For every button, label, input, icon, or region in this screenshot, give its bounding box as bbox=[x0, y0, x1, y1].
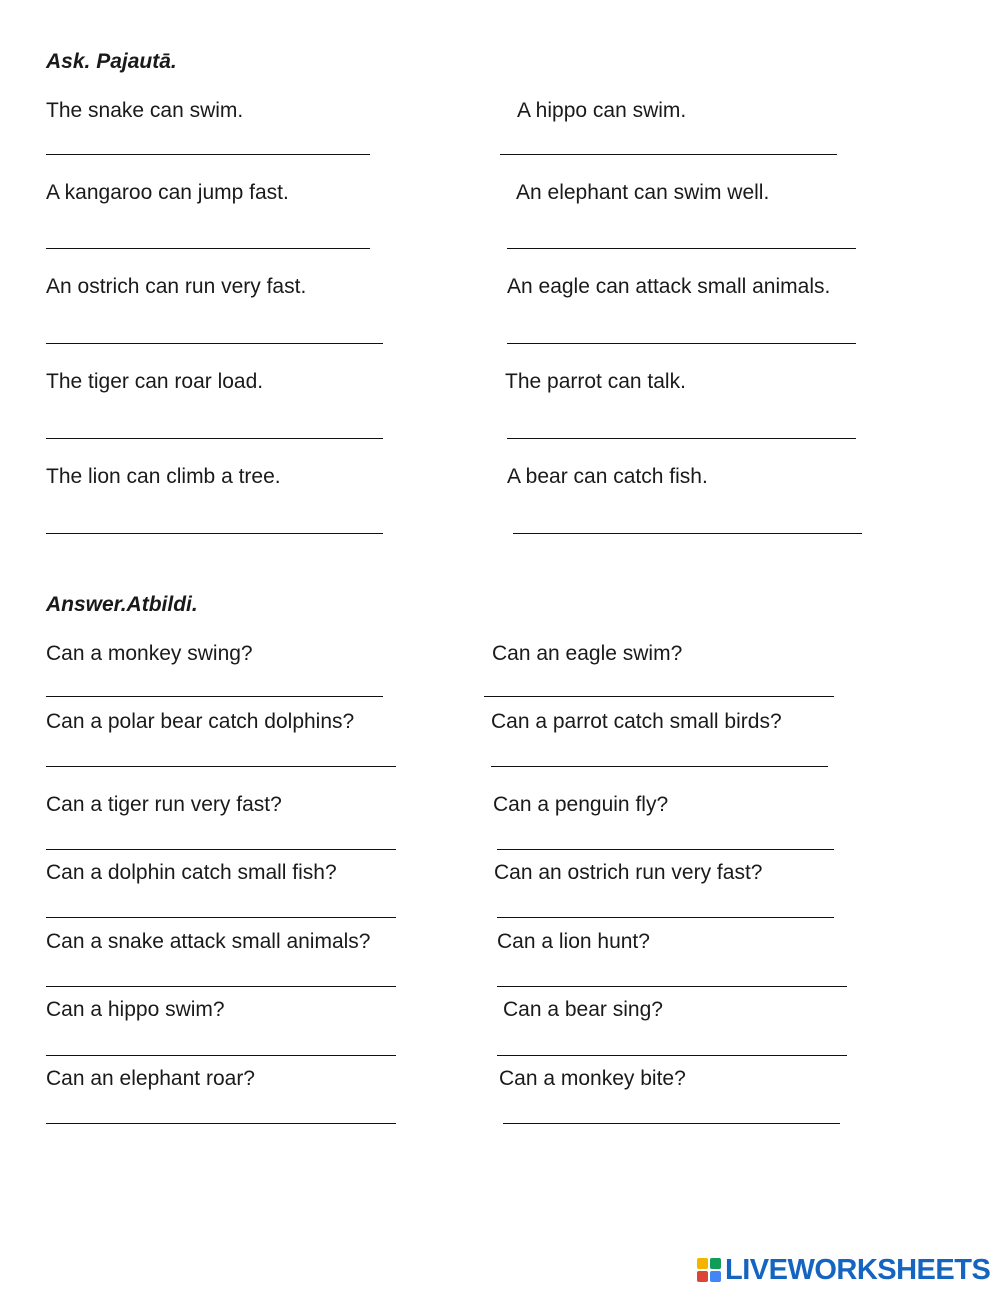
answer-line-left-6[interactable] bbox=[46, 1055, 396, 1056]
logo-square-2 bbox=[710, 1258, 721, 1269]
ask-answer-line-left-4[interactable] bbox=[46, 438, 383, 439]
logo-square-3 bbox=[697, 1271, 708, 1282]
liveworksheets-icon bbox=[697, 1258, 721, 1282]
ask-answer-line-right-5[interactable] bbox=[513, 533, 862, 534]
answer-line-right-1[interactable] bbox=[484, 696, 834, 697]
ask-sentence-left-4: The tiger can roar load. bbox=[46, 370, 264, 393]
answer-question-right-1: Can an eagle swim? bbox=[492, 642, 683, 665]
answer-line-left-2[interactable] bbox=[46, 766, 396, 767]
answer-line-left-5[interactable] bbox=[46, 986, 396, 987]
ask-sentence-left-2: A kangaroo can jump fast. bbox=[46, 181, 289, 204]
answer-line-right-2[interactable] bbox=[491, 766, 828, 767]
answer-line-right-5[interactable] bbox=[497, 986, 847, 987]
answer-line-left-4[interactable] bbox=[46, 917, 396, 918]
answer-question-left-3: Can a tiger run very fast? bbox=[46, 793, 282, 816]
answer-line-left-7[interactable] bbox=[46, 1123, 396, 1124]
ask-sentence-right-4: The parrot can talk. bbox=[505, 370, 686, 393]
answer-question-right-7: Can a monkey bite? bbox=[499, 1067, 686, 1090]
answer-question-left-2: Can a polar bear catch dolphins? bbox=[46, 710, 355, 733]
ask-answer-line-right-2[interactable] bbox=[507, 248, 856, 249]
logo-square-1 bbox=[697, 1258, 708, 1269]
ask-sentence-right-1: A hippo can swim. bbox=[517, 99, 687, 122]
answer-line-right-6[interactable] bbox=[497, 1055, 847, 1056]
ask-sentence-right-2: An elephant can swim well. bbox=[516, 181, 770, 204]
ask-sentence-left-3: An ostrich can run very fast. bbox=[46, 275, 307, 298]
answer-line-right-7[interactable] bbox=[503, 1123, 840, 1124]
answer-question-left-6: Can a hippo swim? bbox=[46, 998, 225, 1021]
logo-square-4 bbox=[710, 1271, 721, 1282]
ask-sentence-right-5: A bear can catch fish. bbox=[507, 465, 708, 488]
answer-question-right-2: Can a parrot catch small birds? bbox=[491, 710, 782, 733]
ask-answer-line-left-5[interactable] bbox=[46, 533, 383, 534]
answer-line-right-4[interactable] bbox=[497, 917, 834, 918]
ask-answer-line-right-3[interactable] bbox=[507, 343, 856, 344]
ask-heading: Ask. Pajautā. bbox=[46, 50, 177, 73]
ask-answer-line-left-3[interactable] bbox=[46, 343, 383, 344]
ask-sentence-left-1: The snake can swim. bbox=[46, 99, 244, 122]
answer-question-left-5: Can a snake attack small animals? bbox=[46, 930, 371, 953]
ask-answer-line-left-2[interactable] bbox=[46, 248, 370, 249]
liveworksheets-logo[interactable] bbox=[697, 1255, 990, 1285]
answer-question-left-4: Can a dolphin catch small fish? bbox=[46, 861, 337, 884]
ask-sentence-right-3: An eagle can attack small animals. bbox=[507, 275, 831, 298]
ask-answer-line-left-1[interactable] bbox=[46, 154, 370, 155]
ask-sentence-left-5: The lion can climb a tree. bbox=[46, 465, 281, 488]
answer-line-left-1[interactable] bbox=[46, 696, 383, 697]
answer-question-left-1: Can a monkey swing? bbox=[46, 642, 253, 665]
answer-heading: Answer.Atbildi. bbox=[46, 593, 198, 616]
logo-text: LIVEWORKSHEETS bbox=[725, 1253, 991, 1286]
ask-answer-line-right-1[interactable] bbox=[500, 154, 837, 155]
answer-line-left-3[interactable] bbox=[46, 849, 396, 850]
answer-question-right-3: Can a penguin fly? bbox=[493, 793, 669, 816]
answer-line-right-3[interactable] bbox=[497, 849, 834, 850]
answer-question-left-7: Can an elephant roar? bbox=[46, 1067, 255, 1090]
answer-question-right-6: Can a bear sing? bbox=[503, 998, 663, 1021]
answer-question-right-4: Can an ostrich run very fast? bbox=[494, 861, 763, 884]
answer-question-right-5: Can a lion hunt? bbox=[497, 930, 650, 953]
ask-answer-line-right-4[interactable] bbox=[507, 438, 856, 439]
